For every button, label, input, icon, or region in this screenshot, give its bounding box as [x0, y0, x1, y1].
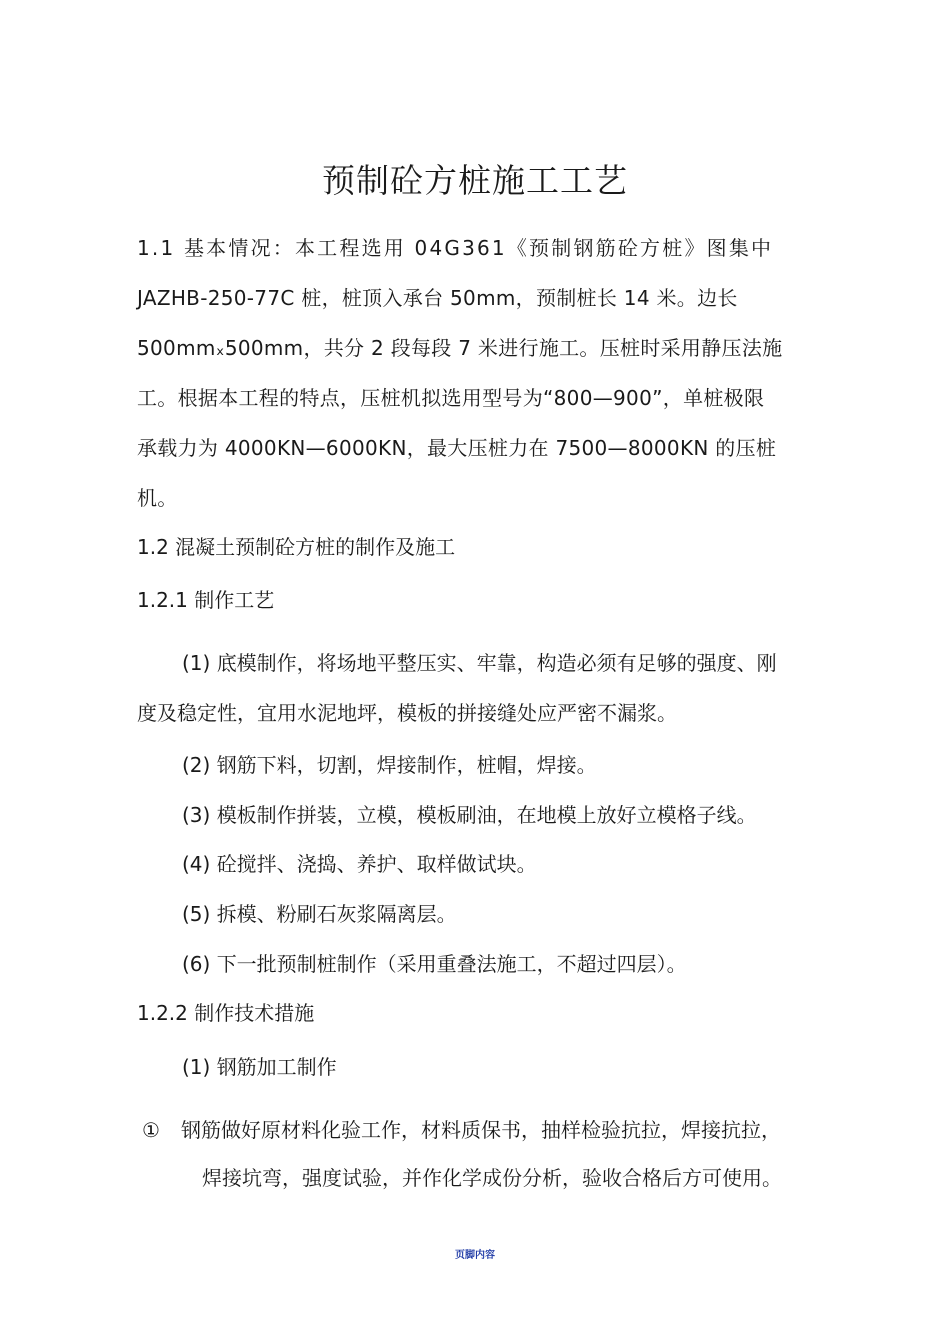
heading-1-2-1: 1.2.1 制作工艺 [137, 588, 275, 612]
item-1-line-2: 焊接坑弯，强度试验，并作化学成份分析，验收合格后方可使用。 [202, 1166, 782, 1190]
paragraph-line: 机。 [137, 486, 178, 510]
step-3: (3) 模板制作拼装，立模，模板刷油，在地模上放好立模格子线。 [182, 803, 757, 827]
paragraph-line: 1.1 基本情况：本工程选用 04G361《预制钢筋砼方桩》图集中 [137, 236, 774, 260]
step-1-line-1: (1) 底模制作，将场地平整压实、牢靠，构造必须有足够的强度、刚 [182, 651, 777, 675]
document-title: 预制砼方桩施工工艺 [322, 161, 628, 200]
heading-1-2: 1.2 混凝土预制砼方桩的制作及施工 [137, 535, 456, 559]
step-1-line-2: 度及稳定性，宜用水泥地坪，模板的拼接缝处应严密不漏浆。 [137, 701, 677, 725]
page-footer: 页脚内容 [455, 1250, 495, 1261]
step-2: (2) 钢筋下料，切割，焊接制作，桩帽，焊接。 [182, 753, 597, 777]
item-1-line-1: 钢筋做好原材料化验工作，材料质保书，抽样检验抗拉，焊接抗拉， [181, 1118, 781, 1142]
item-1-marker: ① [142, 1118, 160, 1142]
paragraph-line: JAZHB-250-77C 桩，桩顶入承台 50mm，预制桩长 14 米。边长 [137, 286, 738, 310]
step-5: (5) 拆模、粉刷石灰浆隔离层。 [182, 902, 457, 926]
heading-1-2-2: 1.2.2 制作技术措施 [137, 1001, 315, 1025]
paragraph-line: 500mmₓ500mm，共分 2 段每段 7 米进行施工。压桩时采用静压法施 [137, 336, 783, 360]
paragraph-line: 工。根据本工程的特点，压桩机拟选用型号为“800—900”，单桩极限 [137, 386, 765, 410]
step-6: (6) 下一批预制桩制作（采用重叠法施工，不超过四层）。 [182, 952, 687, 976]
step-4: (4) 砼搅拌、浇捣、养护、取样做试块。 [182, 852, 537, 876]
sub-heading-rebar: (1) 钢筋加工制作 [182, 1055, 337, 1079]
paragraph-line: 承载力为 4000KN—6000KN，最大压桩力在 7500—8000KN 的压桩 [137, 436, 777, 460]
